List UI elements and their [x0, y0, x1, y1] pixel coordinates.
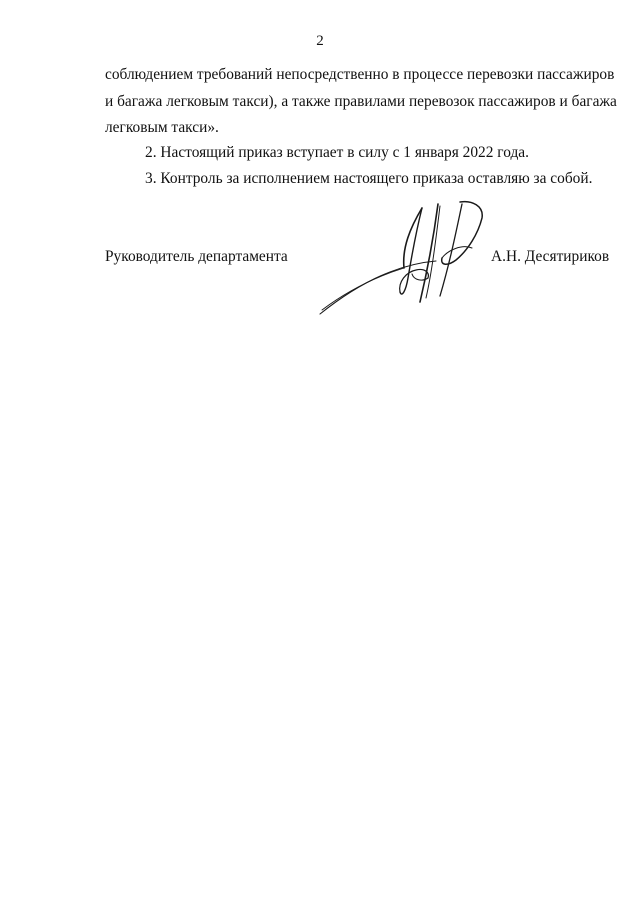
signer-name: А.Н. Десятириков	[491, 248, 610, 265]
paragraph-line-2: и багажа легковым такси), а также правилами перевозок пассажиров и багажа	[105, 93, 617, 110]
clause-2-effective-date: 2. Настоящий приказ вступает в силу с 1 января 2022 года.	[145, 144, 529, 161]
page-number: 2	[316, 33, 324, 49]
paragraph-line-3: легковым такси».	[105, 119, 219, 136]
paragraph-line-1: соблюдением требований непосредственно в процессе перевозки пассажиров	[105, 66, 615, 83]
clause-3-control: 3. Контроль за исполнением настоящего приказа оставляю за собой.	[145, 170, 593, 187]
signer-position: Руководитель департамента	[105, 248, 288, 265]
handwritten-signature-icon	[312, 198, 502, 323]
